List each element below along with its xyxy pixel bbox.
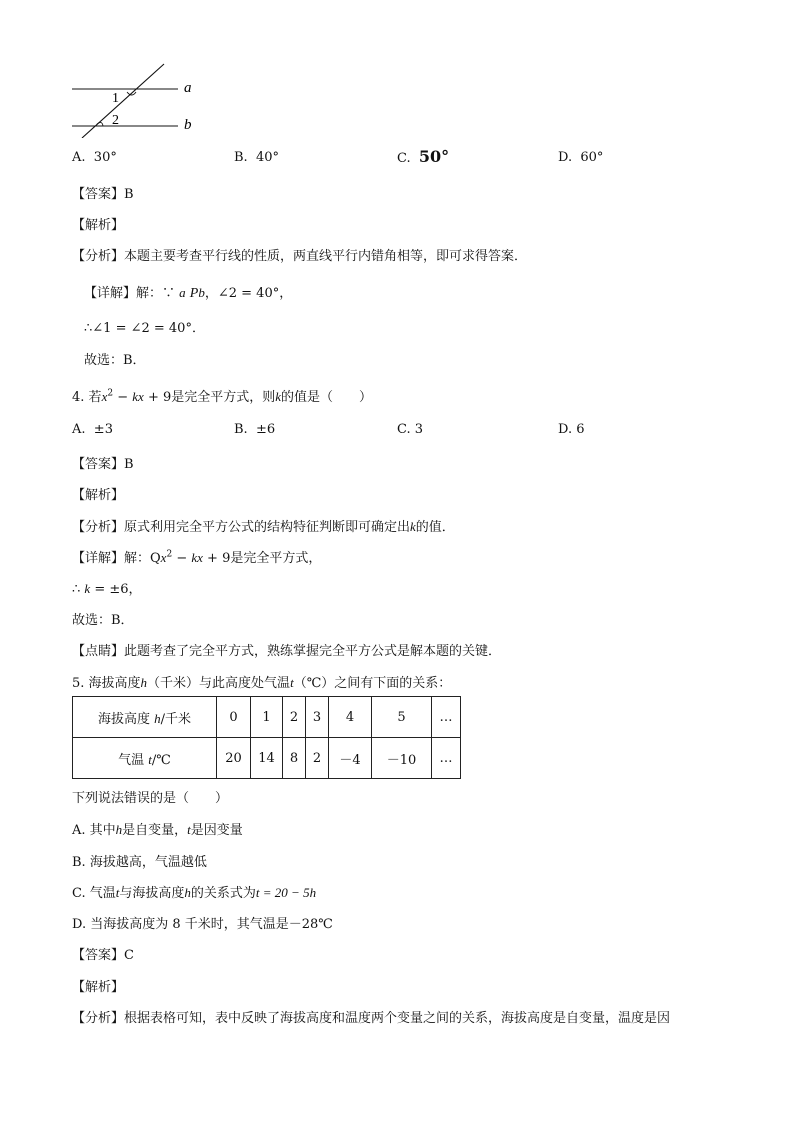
option-value: 40° (255, 150, 279, 165)
row-header-altitude (73, 697, 217, 738)
q5-optA-end: 是因变量 (190, 823, 243, 838)
q5-option-c (72, 882, 316, 901)
option-value: 60° (580, 150, 604, 165)
header-text: 海拔高度 (97, 711, 155, 727)
q4-therefore-rest: = ±6， (90, 582, 142, 597)
q5-stem-t: t (290, 675, 294, 690)
header-var: t (148, 751, 152, 767)
header-unit: /℃ (151, 752, 171, 768)
q4-text-post: 是完全平方式，则 (171, 390, 276, 405)
q3-option-a (72, 150, 117, 165)
option-letter: A. (72, 422, 86, 437)
row-header-temperature (73, 738, 217, 779)
q5-optC-mid: 与海拔高度 (119, 886, 185, 901)
q5-option-d: D. 当海拔高度为 8 千米时，其气温是－28℃ (72, 917, 333, 932)
q5-stem-pre: 5. 海拔高度 (72, 676, 141, 691)
option-letter: D. (558, 150, 573, 165)
q5-jiexi-label: 【解析】 (72, 980, 125, 995)
q4-var-x2: x (138, 389, 144, 404)
q5-analysis: 【分析】根据表格可知，表中反映了海拔高度和温度两个变量之间的关系，海拔高度是自变量，温度是因 (72, 1011, 671, 1026)
table-cell: －10 (372, 738, 432, 779)
altitude-temperature-table (72, 696, 461, 779)
q4-detail-exp: 2 (166, 549, 173, 560)
table-cell: 1 (251, 697, 283, 738)
q5-optA-pre: A. 其中 (72, 823, 116, 838)
q4-plus9: + 9 (143, 390, 172, 405)
q4-detail-tail: + 9是完全平方式， (202, 551, 322, 566)
q4-text-end: 的值是（ ） (281, 390, 373, 405)
line-a-label: a (184, 80, 192, 96)
q4-analysis-pre: 【分析】原式利用完全平方公式的结构特征判断即可确定出 (72, 520, 411, 535)
option-letter: A. (72, 150, 86, 165)
table-cell: 5 (372, 697, 432, 738)
q4-number: 4. (72, 390, 85, 405)
q4-therefore-k: k (84, 581, 91, 596)
q5-option-a (72, 819, 243, 838)
header-text: 气温 (118, 752, 149, 768)
q5-option-b: B. 海拔越高，气温越低 (72, 855, 207, 870)
q5-optC-t: t (115, 885, 120, 900)
parallel-lines-figure (60, 58, 210, 138)
var-b: b (198, 285, 205, 300)
q4-option-a (72, 422, 113, 437)
table-cell: －4 (329, 738, 372, 779)
q4-analysis-end: 的值． (415, 520, 455, 535)
q5-stem-end: （℃）之间有下面的关系： (293, 676, 452, 691)
q4-option-d (558, 422, 585, 437)
q5-stem (72, 672, 451, 691)
q4-answer: 【答案】B (72, 457, 134, 472)
q5-optA-mid: 是自变量， (122, 823, 188, 838)
option-letter: C. (397, 151, 411, 166)
q4-exponent: 2 (107, 388, 114, 399)
option-value: 6 (576, 422, 585, 437)
q5-question: 下列说法错误的是（ ） (72, 791, 229, 806)
q3-detail-rest: ，∠2 = 40°， (204, 286, 293, 301)
table-cell: 4 (329, 697, 372, 738)
q5-stem-h: h (140, 675, 148, 690)
table-cell: … (432, 697, 461, 738)
q5-optC-mid2: 的关系式为 (190, 886, 256, 901)
header-unit: /千米 (160, 711, 192, 727)
table-cell: … (432, 738, 461, 779)
table-cell: 14 (251, 738, 283, 779)
table-cell: 8 (283, 738, 306, 779)
q4-analysis-k: k (410, 519, 416, 534)
q4-option-c (397, 422, 423, 437)
q5-optA-h: h (115, 822, 123, 837)
q4-var-x: x (101, 389, 108, 404)
option-value: 50° (418, 147, 450, 166)
q3-option-d (558, 150, 603, 165)
table-cell: 3 (306, 697, 329, 738)
table-row (73, 697, 461, 738)
q4-detail (72, 547, 321, 566)
q3-answer: 【答案】B (72, 187, 134, 202)
header-var: h (154, 710, 161, 726)
option-value: 30° (93, 150, 117, 165)
q5-optC-h: h (184, 885, 191, 900)
angle-2-label: 2 (112, 113, 119, 128)
q3-analysis: 【分析】本题主要考查平行线的性质，两直线平行内错角相等，即可求得答案． (72, 249, 528, 264)
table-row (73, 738, 461, 779)
table-cell: 0 (217, 697, 251, 738)
q4-detail-x: x (160, 550, 167, 565)
q4-option-b (234, 422, 275, 437)
option-letter: D. (558, 422, 573, 437)
q5-optC-pre: C. 气温 (72, 886, 116, 901)
q4-therefore-pre: ∴ (72, 582, 85, 597)
q4-therefore (72, 578, 142, 597)
option-value: ±3 (93, 422, 113, 437)
q4-detail-k: k (191, 550, 198, 565)
option-value: ±6 (255, 422, 276, 437)
q5-optA-t: t (187, 822, 191, 837)
q4-text-k: k (275, 389, 282, 404)
q3-therefore: ∴∠1 = ∠2 = 40°． (84, 321, 205, 336)
q4-text-pre: 若 (88, 390, 102, 405)
q3-jiexi-label: 【解析】 (72, 218, 125, 233)
transversal-line (82, 64, 164, 138)
q5-answer: 【答案】C (72, 948, 134, 963)
table-cell: 2 (306, 738, 329, 779)
q4-detail-x2: x (197, 550, 203, 565)
line-b-label: b (184, 117, 192, 133)
q5-optC-formula: t = 20 − 5h (255, 885, 317, 900)
q3-choose: 故选：B． (84, 353, 146, 368)
q3-option-c (397, 147, 449, 166)
q4-detail-minus: − (172, 551, 192, 566)
table-cell: 2 (283, 697, 306, 738)
q4-minus: − (113, 390, 133, 405)
var-a: a (179, 285, 186, 300)
q3-detail (84, 282, 292, 302)
q3-detail-prefix: 【详解】解：∵ (84, 286, 176, 301)
q3-option-b (234, 150, 279, 165)
q4-var-k: k (132, 389, 139, 404)
q4-stem (72, 386, 372, 405)
q4-jiexi-label: 【解析】 (72, 488, 125, 503)
option-letter: C. (397, 422, 411, 437)
option-value: 3 (414, 422, 424, 437)
table-cell: 20 (217, 738, 251, 779)
parallel-symbol: P (189, 286, 199, 301)
option-letter: B. (234, 150, 248, 165)
option-letter: B. (234, 422, 248, 437)
q5-stem-mid: （千米）与此高度处气温 (147, 676, 291, 691)
q4-detail-pre: 【详解】解：Q (72, 551, 161, 566)
q4-analysis (72, 516, 455, 535)
q4-choose: 故选：B． (72, 613, 134, 628)
q4-summary: 【点睛】此题考查了完全平方式，熟练掌握完全平方公式是解本题的关键． (72, 644, 502, 659)
angle-1-label: 1 (112, 91, 119, 106)
